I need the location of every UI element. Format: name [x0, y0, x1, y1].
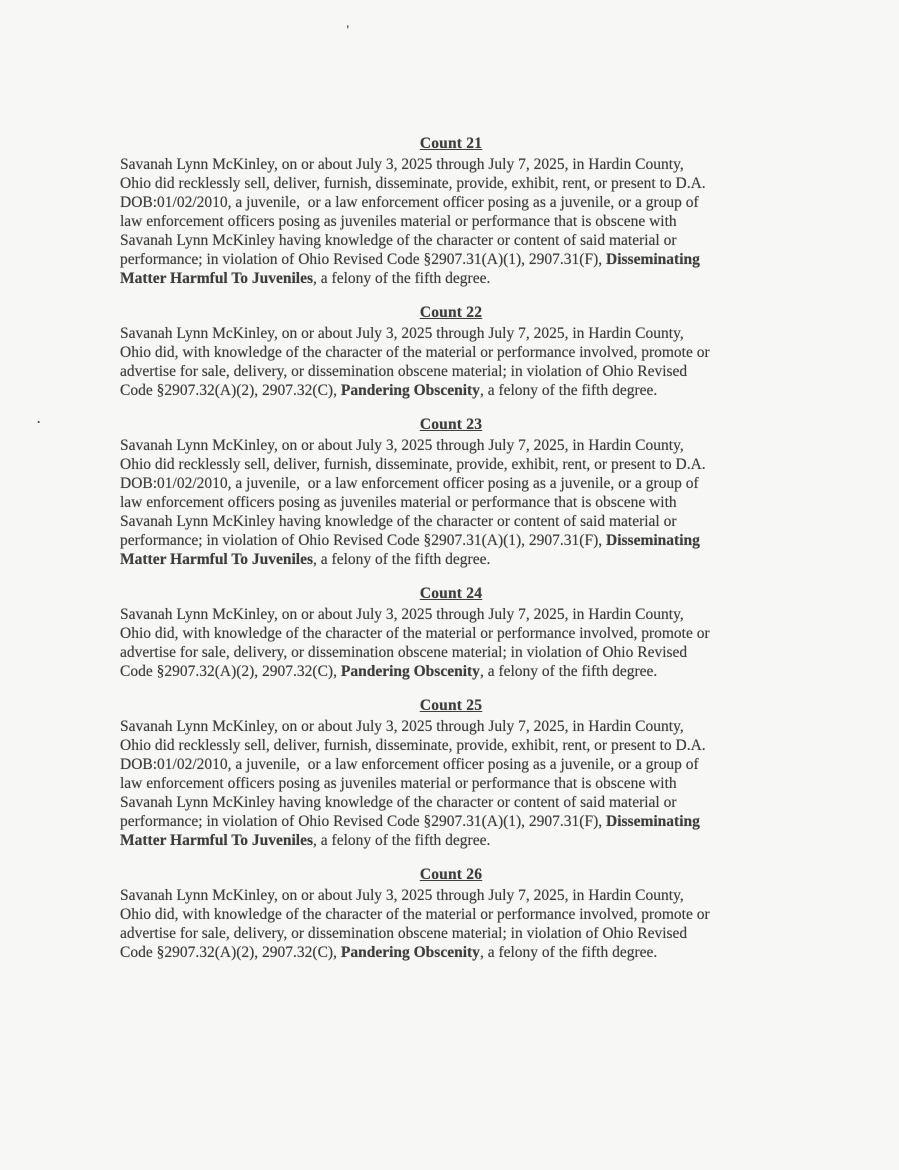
paragraph-line	[120, 436, 782, 455]
count-heading: Count 22	[419, 304, 483, 321]
text-segment: advertise for sale, delivery, or dissemination obscene material; in violation of Ohio Revised	[120, 644, 688, 661]
paragraph-line	[120, 455, 782, 474]
offense-name-bold: Pandering Obscenity	[340, 663, 480, 680]
count-paragraph	[120, 717, 782, 850]
paragraph-line	[120, 212, 782, 231]
text-segment: performance; in violation of Ohio Revised Code §2907.31(A)(1), 2907.31(F),	[120, 532, 607, 549]
text-segment: DOB:01/02/2010, a juvenile, or a law enforcement officer posing as a juvenile, or a group of	[120, 475, 699, 492]
count-heading: Count 21	[419, 135, 483, 152]
text-segment: law enforcement officers posing as juveniles material or performance that is obscene with	[120, 213, 677, 230]
text-segment: performance; in violation of Ohio Revised Code §2907.31(A)(1), 2907.31(F),	[120, 251, 607, 268]
text-segment: DOB:01/02/2010, a juvenile, or a law enforcement officer posing as a juvenile, or a group of	[120, 194, 699, 211]
text-segment: law enforcement officers posing as juveniles material or performance that is obscene with	[120, 775, 677, 792]
paragraph-line	[120, 193, 782, 212]
count-section	[120, 696, 782, 850]
paragraph-line	[120, 924, 782, 943]
paragraph-line	[120, 531, 782, 550]
count-paragraph	[120, 324, 782, 400]
text-segment: advertise for sale, delivery, or dissemination obscene material; in violation of Ohio Revised	[120, 925, 688, 942]
count-section	[120, 584, 782, 681]
paragraph-line	[120, 474, 782, 493]
paragraph-line	[120, 550, 782, 569]
text-segment: Savanah Lynn McKinley, on or about July 3, 2025 through July 7, 2025, in Hardin County,	[120, 437, 684, 454]
paragraph-line	[120, 605, 782, 624]
offense-name-bold: Pandering Obscenity	[340, 944, 480, 961]
count-heading: Count 24	[419, 585, 483, 602]
paragraph-line	[120, 250, 782, 269]
scan-artifact: .	[37, 411, 41, 426]
text-segment: Savanah Lynn McKinley having knowledge of the character or content of said material or	[120, 513, 677, 530]
paragraph-line	[120, 362, 782, 381]
text-segment: Ohio did, with knowledge of the character of the material or performance involved, promote or	[120, 344, 710, 361]
paragraph-line	[120, 793, 782, 812]
count-section	[120, 303, 782, 400]
paragraph-line	[120, 774, 782, 793]
text-segment: Savanah Lynn McKinley, on or about July 3, 2025 through July 7, 2025, in Hardin County,	[120, 156, 684, 173]
text-segment: , a felony of the fifth degree.	[313, 832, 491, 849]
text-segment: Code §2907.32(A)(2), 2907.32(C),	[120, 944, 341, 961]
count-paragraph	[120, 436, 782, 569]
paragraph-line	[120, 231, 782, 250]
text-segment: Savanah Lynn McKinley having knowledge of the character or content of said material or	[120, 232, 677, 249]
text-segment: , a felony of the fifth degree.	[479, 663, 658, 680]
offense-name-bold: Disseminating	[606, 532, 700, 549]
paragraph-line	[120, 736, 782, 755]
paragraph-line	[120, 512, 782, 531]
paragraph-line	[120, 886, 782, 905]
count-section	[120, 865, 782, 962]
paragraph-line	[120, 812, 782, 831]
text-segment: , a felony of the fifth degree.	[479, 382, 658, 399]
offense-name-bold: Matter Harmful To Juveniles	[120, 832, 314, 849]
text-segment: DOB:01/02/2010, a juvenile, or a law enforcement officer posing as a juvenile, or a group of	[120, 756, 699, 773]
count-paragraph	[120, 155, 782, 288]
scan-artifact: '	[346, 22, 350, 37]
paragraph-line	[120, 662, 782, 681]
text-segment: Savanah Lynn McKinley, on or about July 3, 2025 through July 7, 2025, in Hardin County,	[120, 887, 684, 904]
text-segment: Code §2907.32(A)(2), 2907.32(C),	[120, 663, 341, 680]
paragraph-line	[120, 269, 782, 288]
count-section	[120, 134, 782, 288]
paragraph-line	[120, 624, 782, 643]
text-segment: performance; in violation of Ohio Revised Code §2907.31(A)(1), 2907.31(F),	[120, 813, 607, 830]
paragraph-line	[120, 643, 782, 662]
count-paragraph	[120, 605, 782, 681]
offense-name-bold: Disseminating	[606, 813, 700, 830]
count-heading: Count 26	[419, 866, 483, 883]
text-segment: Ohio did recklessly sell, deliver, furnish, disseminate, provide, exhibit, rent, or present to D.A.	[120, 737, 706, 754]
text-segment: Savanah Lynn McKinley, on or about July 3, 2025 through July 7, 2025, in Hardin County,	[120, 718, 684, 735]
offense-name-bold: Matter Harmful To Juveniles	[120, 551, 314, 568]
paragraph-line	[120, 174, 782, 193]
paragraph-line	[120, 155, 782, 174]
text-segment: advertise for sale, delivery, or dissemination obscene material; in violation of Ohio Revised	[120, 363, 688, 380]
offense-name-bold: Pandering Obscenity	[340, 382, 480, 399]
paragraph-line	[120, 717, 782, 736]
text-segment: Savanah Lynn McKinley, on or about July 3, 2025 through July 7, 2025, in Hardin County,	[120, 606, 684, 623]
paragraph-line	[120, 343, 782, 362]
paragraph-line	[120, 381, 782, 400]
paragraph-line	[120, 755, 782, 774]
count-paragraph	[120, 886, 782, 962]
paragraph-line	[120, 905, 782, 924]
text-segment: , a felony of the fifth degree.	[313, 551, 491, 568]
text-segment: Ohio did recklessly sell, deliver, furnish, disseminate, provide, exhibit, rent, or present to D.A.	[120, 456, 706, 473]
paragraph-line	[120, 493, 782, 512]
text-segment: Code §2907.32(A)(2), 2907.32(C),	[120, 382, 341, 399]
paragraph-line	[120, 943, 782, 962]
paragraph-line	[120, 831, 782, 850]
offense-name-bold: Disseminating	[606, 251, 700, 268]
count-heading: Count 23	[419, 416, 483, 433]
text-segment: Savanah Lynn McKinley, on or about July 3, 2025 through July 7, 2025, in Hardin County,	[120, 325, 684, 342]
count-section	[120, 415, 782, 569]
text-segment: , a felony of the fifth degree.	[479, 944, 658, 961]
indictment-counts	[120, 134, 782, 962]
text-segment: Ohio did, with knowledge of the character of the material or performance involved, promote or	[120, 906, 710, 923]
text-segment: , a felony of the fifth degree.	[313, 270, 491, 287]
text-segment: law enforcement officers posing as juveniles material or performance that is obscene with	[120, 494, 677, 511]
paragraph-line	[120, 324, 782, 343]
text-segment: Ohio did, with knowledge of the character of the material or performance involved, promote or	[120, 625, 710, 642]
text-segment: Savanah Lynn McKinley having knowledge of the character or content of said material or	[120, 794, 677, 811]
count-heading: Count 25	[419, 697, 483, 714]
offense-name-bold: Matter Harmful To Juveniles	[120, 270, 314, 287]
text-segment: Ohio did recklessly sell, deliver, furnish, disseminate, provide, exhibit, rent, or present to D.A.	[120, 175, 706, 192]
